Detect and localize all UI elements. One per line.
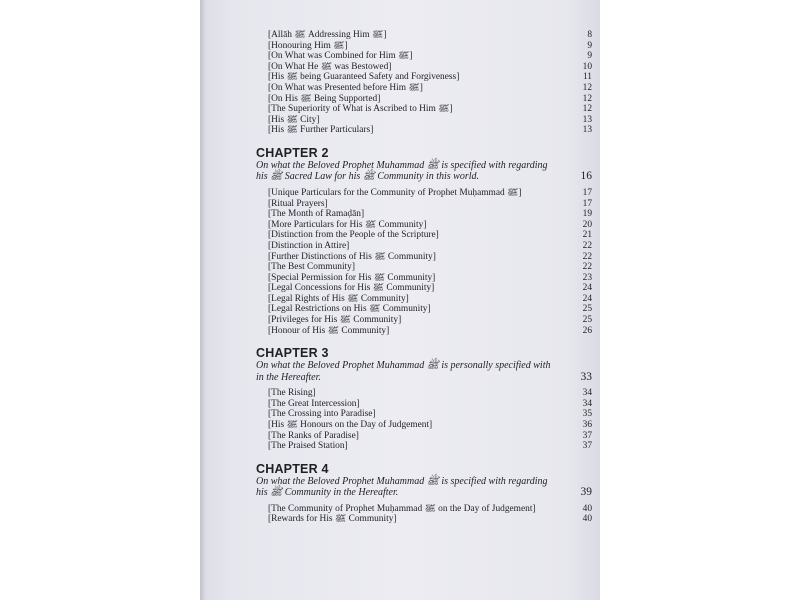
chapter-description <box>256 476 592 499</box>
toc-row: [His ﷺ Further Particulars] 13 <box>268 125 592 136</box>
toc-row: [Distinction from the People of the Scripture] 21 <box>268 230 592 241</box>
toc-row: [Further Distinctions of His ﷺ Community] 22 <box>268 251 592 262</box>
toc-row: [The Best Community] 22 <box>268 262 592 273</box>
chapter-heading: CHAPTER 3 <box>256 346 329 361</box>
toc-row: [Special Permission for His ﷺ Community] 23 <box>268 272 592 283</box>
toc-section-chapter-3-items <box>268 388 592 452</box>
toc-row: [Legal Rights of His ﷺ Community] 24 <box>268 293 592 304</box>
toc-section-chapter-1-items <box>268 30 592 136</box>
toc-row: [The Great Intercession] 34 <box>268 398 592 409</box>
chapter-description-text: On what the Beloved Prophet Muhammad ﷺ is specified with regarding his ﷺ Sacred Law for his ﷺ Community in this world. <box>256 159 548 183</box>
toc-row: [Legal Restrictions on His ﷺ Community] 25 <box>268 304 592 315</box>
chapter-description-text: On what the Beloved Prophet Muhammad ﷺ is personally specified with in the Hereafter. <box>256 360 551 383</box>
toc-row: [Allāh ﷺ Addressing Him ﷺ] 8 <box>268 30 592 40</box>
toc-row: [His ﷺ being Guaranteed Safety and Forgiveness] 11 <box>268 72 592 83</box>
toc-row: [On What was Presented before Him ﷺ] 12 <box>268 82 592 93</box>
chapter-heading: CHAPTER 4 <box>256 461 329 476</box>
toc-row: [His ﷺ Honours on the Day of Judgement] 36 <box>268 420 592 431</box>
chapter-page-number: 16 <box>580 170 592 183</box>
toc-row: [Honouring Him ﷺ] 9 <box>268 40 592 51</box>
toc-row: [The Community of Prophet Muḥammad ﷺ on the Day of Judgement] 40 <box>268 503 592 514</box>
toc-row: [The Rising] 34 <box>268 388 592 399</box>
chapter-page-number: 33 <box>580 370 592 383</box>
table-of-contents <box>256 30 592 525</box>
toc-row: [Privileges for His ﷺ Community] 25 <box>268 315 592 326</box>
toc-row: [The Praised Station] 37 <box>268 441 592 452</box>
toc-row: [The Ranks of Paradise] 37 <box>268 430 592 441</box>
toc-row: [The Month of Ramaḍān] 19 <box>268 209 592 220</box>
chapter-page-number: 39 <box>580 486 592 499</box>
toc-row: [On What was Combined for Him ﷺ] 9 <box>268 51 592 62</box>
toc-row: [The Superiority of What is Ascribed to Him ﷺ] 12 <box>268 104 592 115</box>
toc-row: [Legal Concessions for His ﷺ Community] 24 <box>268 283 592 294</box>
page-edge-shadow <box>200 0 206 600</box>
toc-row: [Rewards for His ﷺ Community] 40 <box>268 514 592 525</box>
toc-row: [Distinction in Attire] 22 <box>268 240 592 251</box>
toc-row: [The Crossing into Paradise] 35 <box>268 409 592 420</box>
chapter-description <box>256 360 592 383</box>
toc-row: [On What He ﷺ was Bestowed] 10 <box>268 61 592 72</box>
toc-row: [On His ﷺ Being Supported] 12 <box>268 93 592 104</box>
toc-row: [Ritual Prayers] 17 <box>268 198 592 209</box>
toc-section-chapter-4-items <box>268 504 592 525</box>
toc-row: [More Particulars for His ﷺ Community] 20 <box>268 219 592 230</box>
chapter-description-text: On what the Beloved Prophet Muhammad ﷺ is specified with regarding his ﷺ Community in the Hereafter. <box>256 475 548 499</box>
toc-row: [His ﷺ City] 13 <box>268 114 592 125</box>
chapter-heading: CHAPTER 2 <box>256 145 329 160</box>
chapter-description <box>256 160 592 183</box>
toc-row: [Unique Particulars for the Community of Prophet Muḥammad ﷺ] 17 <box>268 187 592 198</box>
toc-section-chapter-2-items <box>268 188 592 336</box>
toc-row: [Honour of His ﷺ Community] 26 <box>268 325 592 336</box>
